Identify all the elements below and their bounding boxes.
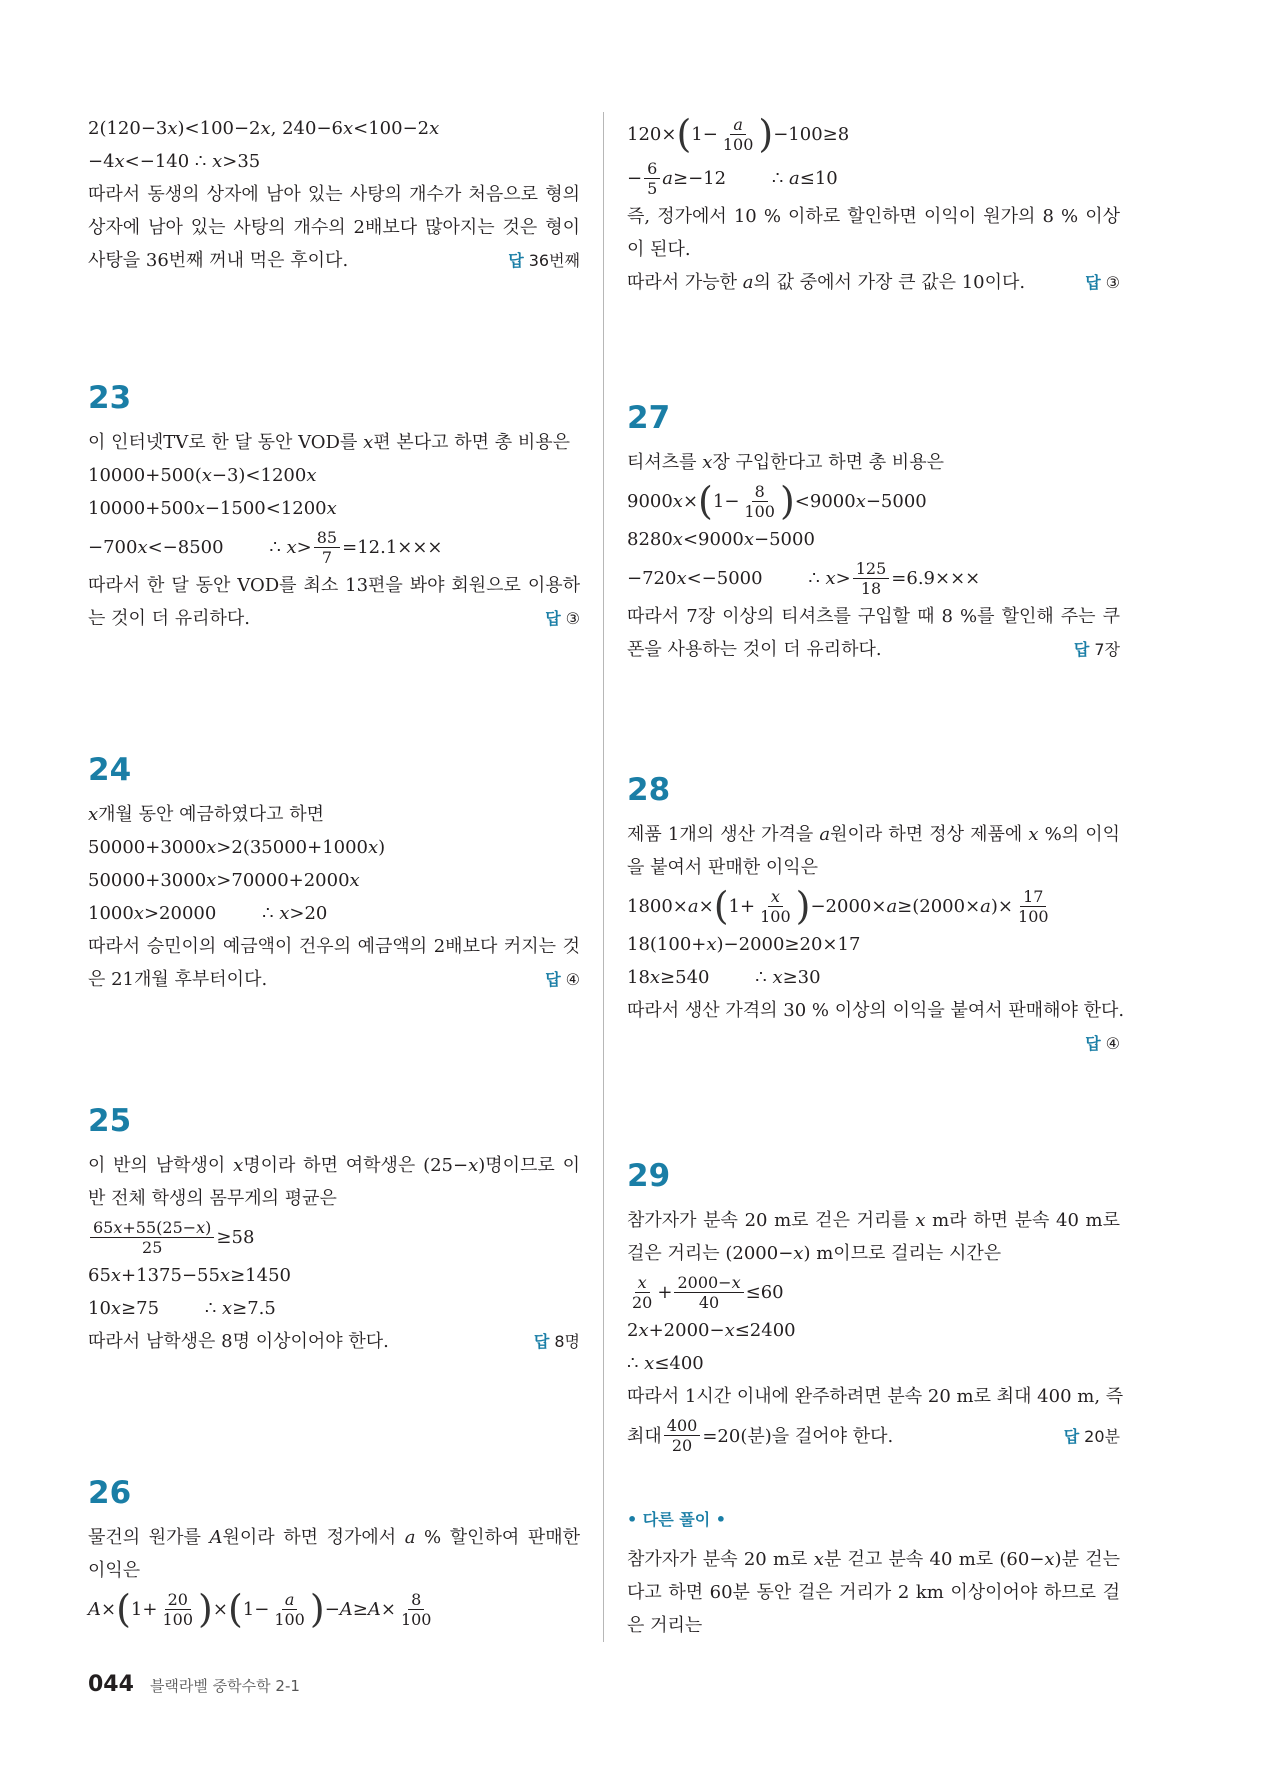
equation-part: 𝑎≥−12 ∴ 𝑎≤10 [662, 167, 838, 189]
equation-line: 2𝑥+2000−𝑥≤2400 [627, 1320, 796, 1341]
numerator: 𝑎 [730, 115, 746, 135]
left-paren: ( [713, 884, 729, 928]
explanation-text [88, 178, 580, 277]
right-paren: ) [758, 112, 774, 156]
explanation-text: 즉, 정가에서 10 % 이하로 할인하면 이익이 원가의 8 % 이상이 된다. [627, 206, 1120, 260]
explanation-text: 𝑥개월 동안 예금하였다고 하면 [88, 804, 324, 825]
explanation-text [88, 930, 580, 996]
explanation-body: 따라서 7장 이상의 티셔츠를 구입할 때 8 %를 할인해 주는 쿠폰을 사용하는 것이 더 유리하다. [627, 606, 1120, 660]
equation-line [88, 1587, 580, 1631]
equation-line: 8280𝑥<9000𝑥−5000 [627, 529, 815, 550]
equation-part: 1− [691, 123, 718, 145]
numerator: 𝑥 [768, 887, 783, 907]
equation-line: 10000+500(𝑥−3)<1200𝑥 [88, 465, 317, 486]
fraction [90, 1218, 214, 1257]
problem-number: 25 [88, 1103, 132, 1139]
solution-29 [627, 1158, 1124, 1457]
answer [1064, 1424, 1120, 1447]
answer [534, 1325, 580, 1358]
answer-mark: 답 [545, 609, 561, 628]
answer-value: ③ [1105, 273, 1120, 292]
answer-mark: 답 [1085, 1034, 1101, 1053]
left-paren: ( [676, 112, 692, 156]
denominator: 100 [744, 501, 775, 521]
fraction [314, 528, 340, 567]
equation-part: 1+ [130, 1598, 158, 1620]
answer-mark: 답 [545, 970, 561, 989]
fraction [853, 559, 890, 598]
equation-part: × [212, 1598, 228, 1620]
fraction [720, 115, 757, 154]
alternative-solution [627, 1505, 1120, 1642]
equation-part: 1− [242, 1598, 270, 1620]
equation-part: ≤60 [745, 1281, 784, 1303]
equation-part: −100≥8 [773, 123, 850, 145]
fraction [674, 1273, 743, 1312]
equation-part: 120× [627, 123, 677, 145]
explanation-text [88, 1325, 580, 1358]
explanation-text: 티셔츠를 𝑥장 구입한다고 하면 총 비용은 [627, 452, 944, 473]
answer-value: 20분 [1084, 1426, 1120, 1446]
equation-line [88, 525, 580, 569]
explanation-body: 따라서 동생의 상자에 남아 있는 사탕의 개수가 처음으로 형의 상자에 남아 있는 사탕의 개수의 2배보다 많아지는 것은 형이 사탕을 36번째 꺼내 먹은 후이다. [88, 184, 580, 271]
denominator: 40 [698, 1292, 720, 1312]
answer-mark: 답 [508, 251, 524, 270]
explanation-body: 따라서 한 달 동안 VOD를 최소 13편을 봐야 회원으로 이용하는 것이 더 유리하다. [88, 575, 580, 629]
explanation-text: 참가자가 분속 20 m로 걷은 거리를 𝑥 m라 하면 분속 40 m로 걸은 거리는 (2000−𝑥) m이므로 걸리는 시간은 [627, 1210, 1120, 1264]
answer [545, 602, 580, 635]
answer-value: 8명 [554, 1332, 580, 1351]
explanation-text: 따라서 1시간 이내에 완주하려면 분속 20 m로 최대 400 m, 즉 [627, 1386, 1124, 1407]
numerator: 𝑎 [282, 1590, 298, 1610]
fraction [644, 159, 660, 198]
right-paren: ) [198, 1587, 213, 1631]
equation-part: ≥58 [216, 1226, 255, 1248]
explanation-body: 따라서 가능한 𝑎의 값 중에서 가장 큰 값은 10이다. [627, 272, 1026, 293]
denominator: 25 [142, 1237, 163, 1257]
equation-line: 10𝑥≥75 ∴ 𝑥≥7.5 [88, 1298, 276, 1319]
fraction [664, 1416, 701, 1455]
solution-22-continued [88, 112, 580, 277]
problem-number: 24 [88, 752, 132, 788]
numerator: 8 [408, 1590, 424, 1610]
problem-number: 26 [88, 1475, 132, 1511]
column-divider [603, 112, 604, 1642]
equation-part: 1− [712, 490, 740, 512]
numerator: 8 [752, 482, 768, 502]
answer-mark: 답 [1073, 640, 1090, 659]
answer [508, 244, 580, 277]
equation-part: −700𝑥<−8500 ∴ 𝑥> [88, 536, 312, 558]
numerator: 400 [664, 1416, 701, 1436]
equation-part: =20(분)을 걸어야 한다. [702, 1426, 894, 1447]
numerator: 17 [1020, 887, 1046, 907]
equation-part: 𝐴× [88, 1598, 117, 1620]
equation-part: =6.9××× [891, 567, 981, 589]
denominator: 100 [722, 134, 754, 154]
denominator: 5 [647, 178, 658, 198]
answer [545, 963, 580, 996]
explanation-text: 이 인터넷TV로 한 달 동안 VOD를 𝑥편 본다고 하면 총 비용은 [88, 432, 571, 453]
fraction [1015, 887, 1052, 926]
fraction [741, 482, 778, 521]
explanation-text: 제품 1개의 생산 가격을 𝑎원이라 하면 정상 제품에 𝑥 %의 이익을 붙여서 판매한 이익은 [627, 824, 1120, 878]
solution-26-continued [627, 112, 1120, 299]
answer-mark: 답 [1085, 273, 1101, 292]
equation-line: 10000+500𝑥−1500<1200𝑥 [88, 498, 337, 519]
equation-part: <9000𝑥−5000 [794, 490, 927, 512]
explanation-body: 따라서 승민이의 예금액이 건우의 예금액의 2배보다 커지는 것은 21개월 후부터이다. [88, 936, 580, 990]
answer-mark: 답 [1063, 1426, 1080, 1446]
answer-value: ④ [565, 970, 580, 989]
numerator: 20 [165, 1590, 191, 1610]
problem-number: 27 [627, 400, 671, 436]
explanation-text [88, 569, 580, 635]
equation-part: 최대 [627, 1426, 662, 1447]
equation-part: 1800×𝑎× [627, 895, 714, 917]
equation-line [627, 479, 1120, 523]
numerator: 85 [314, 528, 340, 548]
equation-part: 9000𝑥× [627, 490, 699, 512]
equation-line: 18(100+𝑥)−2000≥20×17 [627, 934, 861, 955]
numerator: 65𝑥+55(25−𝑥) [90, 1218, 214, 1238]
left-paren: ( [116, 1587, 131, 1631]
book-title: 블랙라벨 중학수학 2-1 [149, 1677, 300, 1695]
denominator: 100 [1018, 906, 1049, 926]
problem-number: 29 [627, 1158, 671, 1194]
equation-line: 2(120−3𝑥)<100−2𝑥, 240−6𝑥<100−2𝑥 [88, 118, 440, 139]
answer [627, 1027, 1120, 1060]
equation-line: 1000𝑥>20000 ∴ 𝑥>20 [88, 903, 328, 924]
explanation-body: 따라서 남학생은 8명 이상이어야 한다. [88, 1331, 389, 1352]
solution-28 [627, 772, 1125, 1060]
equation-part: −720𝑥<−5000 ∴ 𝑥> [627, 567, 851, 589]
equation-line [88, 1215, 580, 1259]
fraction [757, 887, 794, 926]
answer [1074, 633, 1120, 666]
denominator: 20 [632, 1292, 653, 1312]
left-paren: ( [227, 1587, 243, 1631]
equation-line: 18𝑥≥540 ∴ 𝑥≥30 [627, 967, 821, 988]
fraction [271, 1590, 308, 1629]
numerator: 𝑥 [635, 1273, 650, 1293]
denominator: 7 [321, 547, 333, 567]
explanation-text: 이 반의 남학생이 𝑥명이라 하면 여학생은 (25−𝑥)명이므로 이 반 전체 학생의 몸무게의 평균은 [88, 1155, 580, 1209]
equation-line: 50000+3000𝑥>2(35000+1000𝑥) [88, 837, 386, 858]
equation-line: 65𝑥+1375−55𝑥≥1450 [88, 1265, 291, 1286]
problem-number: 28 [627, 772, 671, 808]
problem-number: 23 [88, 380, 132, 416]
alternative-solution-title: • 다른 풀이 • [627, 1510, 726, 1529]
equation-part: −𝐴≥𝐴× [324, 1598, 396, 1620]
answer-value: ③ [565, 609, 580, 628]
equation-part: + [657, 1281, 673, 1303]
fraction [398, 1590, 435, 1629]
fraction [629, 1273, 655, 1312]
equation-line [627, 156, 1120, 200]
page-footer [88, 1672, 300, 1697]
equation-line [627, 1270, 1120, 1314]
solution-27 [627, 400, 1120, 666]
right-paren: ) [779, 479, 795, 523]
equation-part: 1+ [728, 895, 756, 917]
numerator: 2000−𝑥 [674, 1273, 743, 1293]
equation-part: −2000×𝑎≥(2000×𝑎)× [810, 895, 1014, 917]
equation-line: ∴ 𝑥≤400 [627, 1353, 704, 1374]
solution-26 [88, 1475, 580, 1631]
equation-part: − [627, 167, 643, 189]
right-paren: ) [795, 884, 811, 928]
answer-value: 36번째 [528, 251, 580, 270]
equation-line [627, 884, 1120, 928]
explanation-text: 따라서 생산 가격의 30 % 이상의 이익을 붙여서 판매해야 한다. [627, 1000, 1125, 1021]
equation-line: −4𝑥<−140 ∴ 𝑥>35 [88, 151, 261, 172]
fraction [159, 1590, 196, 1629]
explanation-text: 물건의 원가를 𝐴원이라 하면 정가에서 𝑎 % 할인하여 판매한 이익은 [88, 1527, 580, 1581]
answer [1085, 266, 1120, 299]
denominator: 100 [274, 1609, 305, 1629]
numerator: 125 [853, 559, 890, 579]
denominator: 20 [671, 1435, 693, 1455]
answer-value: 7장 [1094, 640, 1120, 659]
denominator: 18 [860, 578, 882, 598]
explanation-text [627, 600, 1120, 666]
denominator: 100 [760, 906, 791, 926]
denominator: 100 [162, 1609, 194, 1629]
equation-line [627, 1413, 1120, 1457]
denominator: 100 [400, 1609, 432, 1629]
right-paren: ) [309, 1587, 325, 1631]
numerator: 6 [644, 159, 660, 179]
solution-23 [88, 380, 580, 635]
equation-line: 50000+3000𝑥>70000+2000𝑥 [88, 870, 360, 891]
page-number: 044 [88, 1672, 134, 1697]
explanation-text [627, 266, 1120, 299]
answer-mark: 답 [533, 1332, 550, 1351]
solution-24 [88, 752, 580, 996]
left-paren: ( [698, 479, 713, 523]
equation-line [627, 556, 1120, 600]
solution-25 [88, 1103, 580, 1358]
answer-value: ④ [1105, 1034, 1120, 1053]
equation-line [627, 112, 1120, 156]
explanation-text: 참가자가 분속 20 m로 𝑥분 걷고 분속 40 m로 (60−𝑥)분 걷는다고 하면 60분 동안 걸은 거리가 2 km 이상이어야 하므로 걸은 거리는 [627, 1549, 1120, 1636]
equation-part: =12.1××× [342, 536, 443, 558]
